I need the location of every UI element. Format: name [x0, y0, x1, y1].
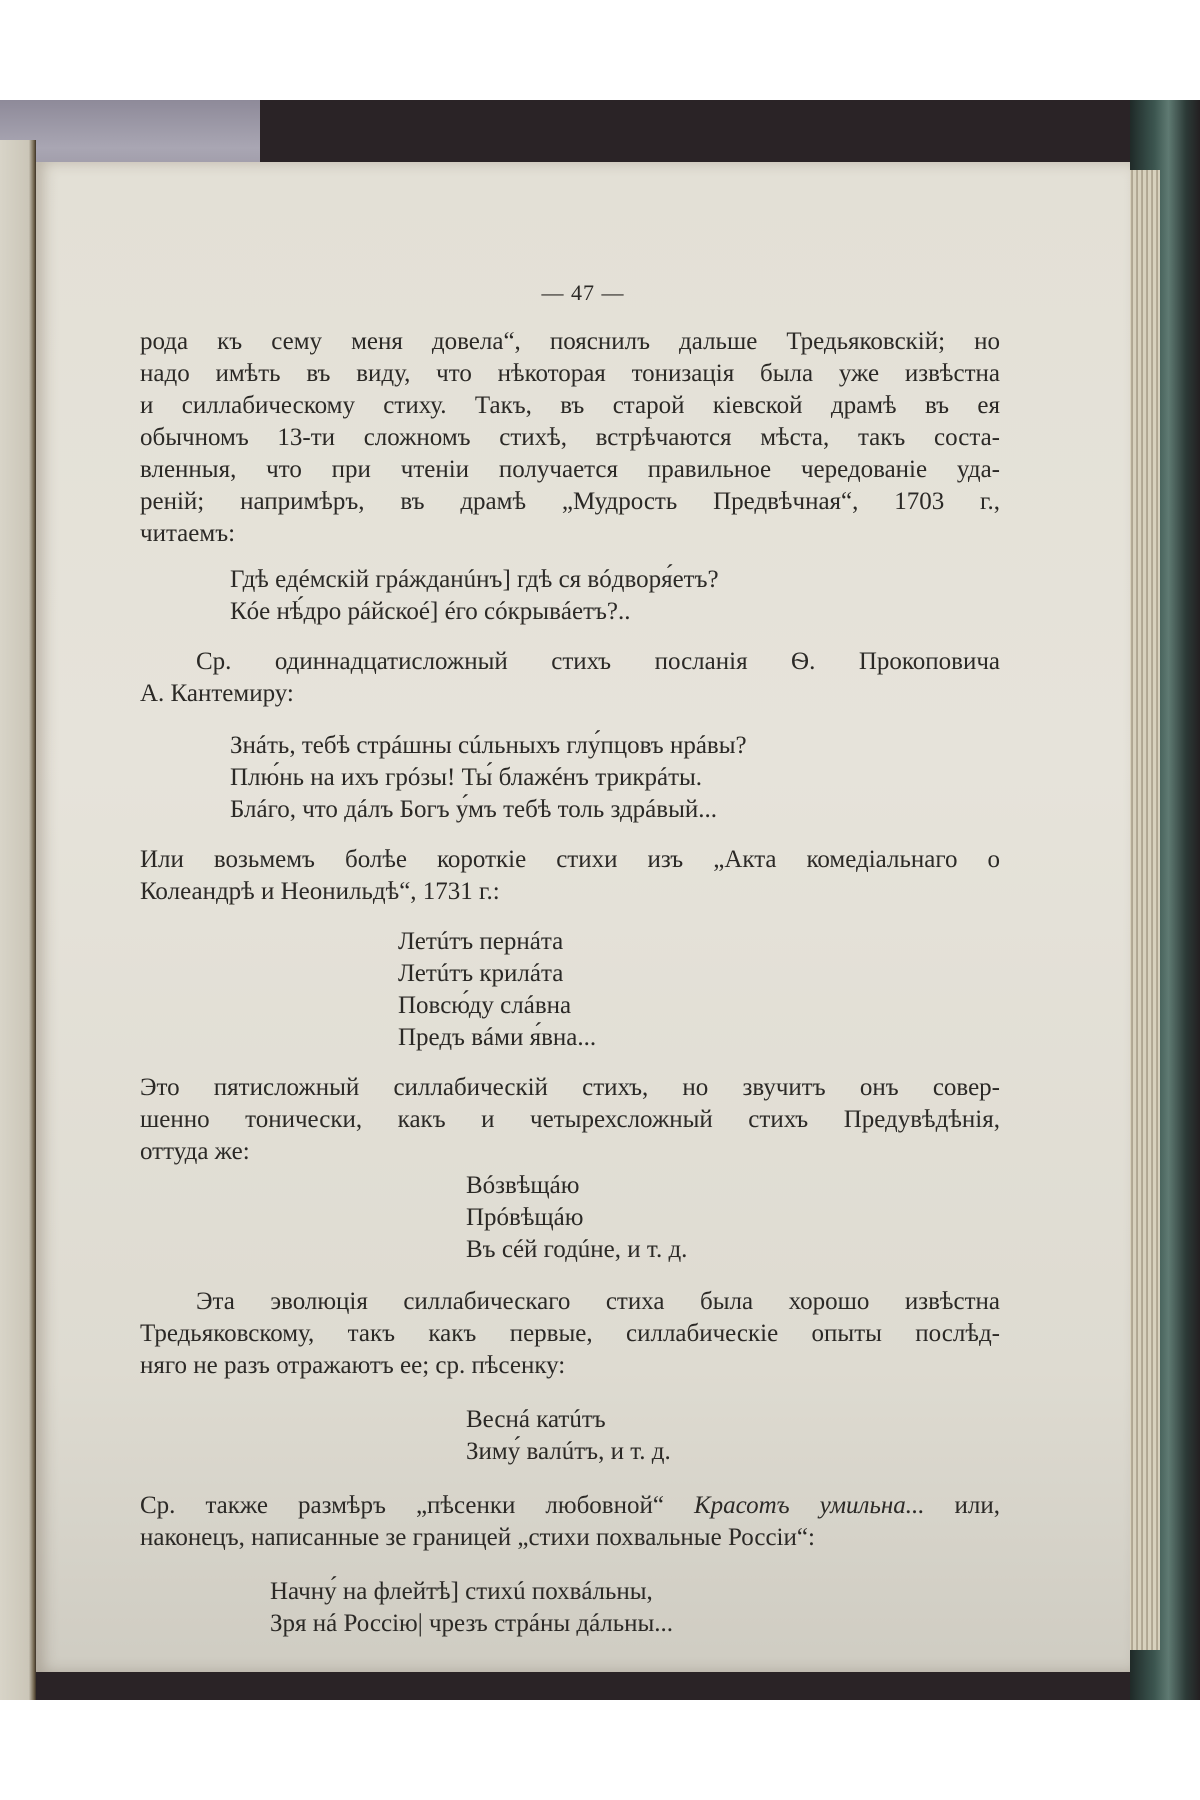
text-line: Или возьмемъ болѣе короткіе стихи изъ „Акта комедіальнаго о: [140, 846, 1000, 873]
verse-line: Начну́ на флейтѣ] стихú похвáльны,: [270, 1578, 653, 1605]
verse-line: Предъ вáми я́вна...: [398, 1024, 597, 1051]
paragraph-5: [140, 1286, 1000, 1382]
text-line: наконецъ, написанные зе границей „стихи похвальные Россіи“:: [140, 1524, 815, 1551]
text-line: оттуда же:: [140, 1138, 250, 1165]
text-line: вленныя, что при чтеніи получается правильное чередованіе уда-: [140, 456, 1000, 483]
text-line: А. Кантемиру:: [140, 680, 294, 707]
text-line: Эта эволюція силлабическаго стиха была хорошо извѣстна: [196, 1288, 1000, 1315]
verse-line: Плю́нь на ихъ грóзы! Ты́ блажéнъ трикрáты.: [230, 764, 703, 791]
text-line: шенно тонически, какъ и четырехсложный стихъ Предувѣдѣнія,: [140, 1106, 1000, 1133]
text-line: няго не разъ отражаютъ ее; ср. пѣсенку:: [140, 1352, 566, 1379]
verse-line: Въ сéй годúне, и т. д.: [466, 1236, 688, 1263]
text-line: Это пятисложный силлабическій стихъ, но звучитъ онъ совер-: [140, 1074, 1000, 1101]
verse-line: Вóзвѣщáю: [466, 1172, 580, 1199]
verse-line: Веснá катúтъ: [466, 1406, 606, 1433]
verse-line: Зря нá Россію| чрезъ стрáны дáльны...: [270, 1610, 674, 1637]
verse-line: Кóе нѣ́дро рáйскоé] éго сóкрывáетъ?..: [230, 598, 631, 625]
verse-line: Летúтъ крилáта: [398, 960, 564, 987]
book-photo: [0, 100, 1200, 1700]
verse-line: Зиму́ валúтъ, и т. д.: [466, 1438, 671, 1465]
paragraph-6: [140, 1490, 1000, 1554]
verse-quote-5: [140, 1404, 1000, 1468]
text-line: Тредьяковскому, такъ какъ первые, силлабическіе опыты послѣд-: [140, 1320, 1000, 1347]
text-segment: Ср. также размѣръ „пѣсенки любовной“: [140, 1492, 694, 1519]
verse-quote-6: [140, 1576, 1000, 1640]
verse-line: Знáть, тебѣ стрáшны сúльныхъ глу́пцовъ нрáвы?: [230, 732, 747, 759]
text-line: рода къ сему меня довела“, пояснилъ дальше Тредьяковскій; но: [140, 328, 1000, 355]
facing-page-edge: [0, 140, 36, 1700]
verse-quote-4: [140, 1170, 1000, 1266]
text-line: надо имѣть въ виду, что нѣкоторая тонизація была уже извѣстна: [140, 360, 1000, 387]
verse-line: Гдѣ едéмскій грáжданúнъ] гдѣ ся вóдворя́етъ?: [230, 566, 719, 593]
italic-quote: Красотъ умильна...: [694, 1492, 925, 1519]
verse-quote-1: [140, 564, 1000, 628]
text-line: читаемъ:: [140, 520, 236, 547]
text-line: Колеандрѣ и Неонильдѣ“, 1731 г.:: [140, 878, 500, 905]
text-line: [140, 1490, 1000, 1522]
text-line: Ср. одиннадцатисложный стихъ посланія Ѳ. Прокоповича: [196, 648, 1000, 675]
verse-line: Летúтъ пернáта: [398, 928, 564, 955]
paragraph-3: [140, 844, 1000, 908]
book-page: [36, 162, 1130, 1672]
verse-quote-2: [140, 730, 1000, 826]
verse-line: Повсю́ду слáвна: [398, 992, 572, 1019]
verse-line: Прóвѣщáю: [466, 1204, 584, 1231]
text-line: и силлабическому стиху. Такъ, въ старой кіевской драмѣ въ ея: [140, 392, 1000, 419]
text-line: реній; напримѣръ, въ драмѣ „Мудрость Предвѣчная“, 1703 г.,: [140, 488, 1000, 515]
verse-quote-3: [140, 926, 1000, 1054]
paragraph-2: [140, 646, 1000, 710]
page-number: — 47 —: [541, 280, 625, 305]
page-text: [140, 326, 1000, 1656]
text-line: обычномъ 13-ти сложномъ стихѣ, встрѣчаются мѣста, такъ соста-: [140, 424, 1000, 451]
paragraph-4: [140, 1072, 1000, 1168]
page-fore-edge: [1128, 170, 1160, 1650]
verse-line: Блáго, что дáлъ Богъ у́мъ тебѣ толь здрáвый...: [230, 796, 717, 823]
text-segment: или,: [924, 1492, 1001, 1519]
paragraph-1: [140, 326, 1000, 550]
